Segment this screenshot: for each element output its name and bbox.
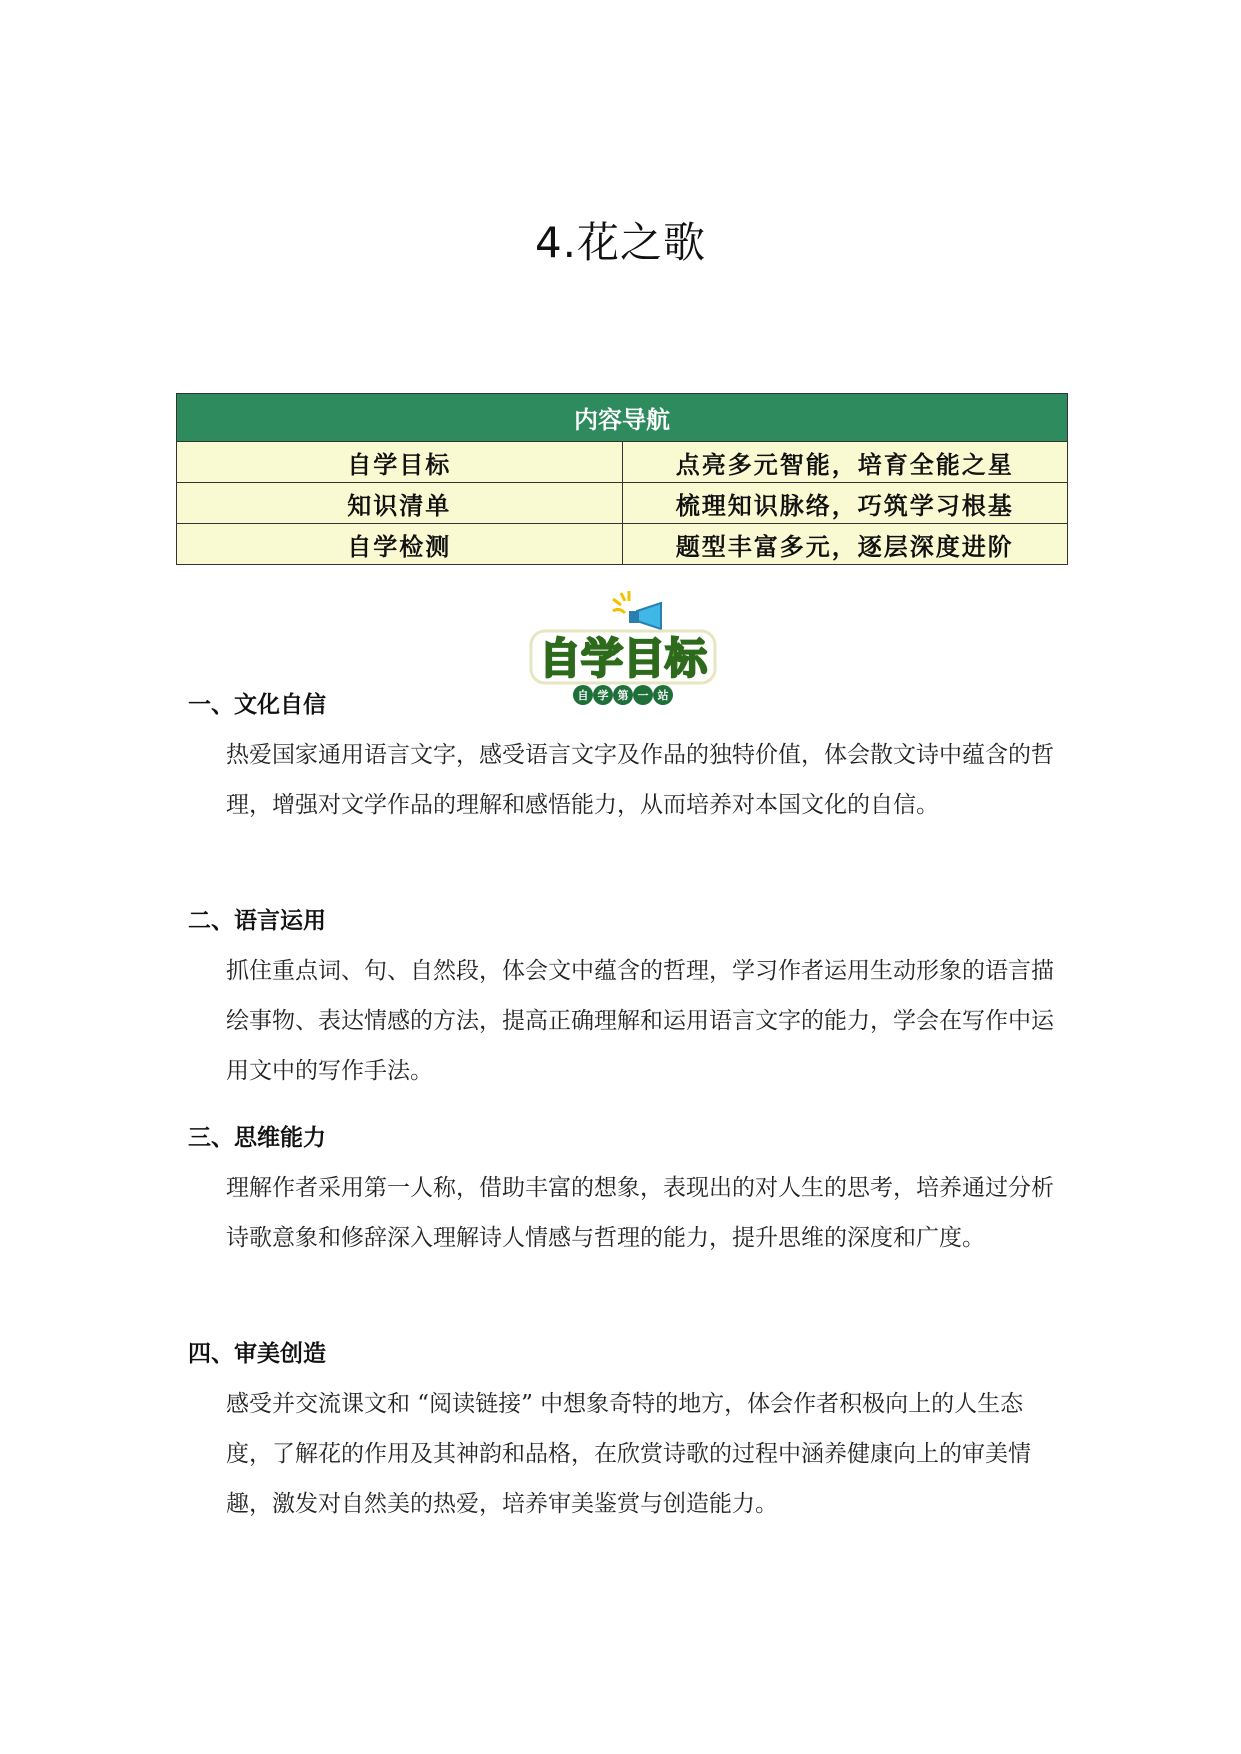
section-heading: 二、语言运用 [188, 908, 326, 934]
table-row [177, 524, 1068, 565]
badge-main-text: 自学目标 [538, 634, 708, 683]
badge-sub-char: 一 [637, 689, 649, 702]
table-row [177, 483, 1068, 524]
nav-row-label: 知识清单 [177, 483, 623, 524]
section-heading: 四、审美创造 [188, 1341, 326, 1367]
badge-sub-char: 第 [617, 689, 629, 702]
section-body: 热爱国家通用语言文字，感受语言文字及作品的独特价值，体会散文诗中蕴含的哲理，增强对文学作品的理解和感悟能力，从而培养对本国文化的自信。 [226, 742, 1054, 818]
self-study-goal-badge [525, 585, 721, 711]
section-body: 理解作者采用第一人称，借助丰富的想象，表现出的对人生的思考，培养通过分析诗歌意象和修辞深入理解诗人情感与哲理的能力，提升思维的深度和广度。 [226, 1175, 1054, 1251]
section-body: 抓住重点词、句、自然段，体会文中蕴含的哲理，学习作者运用生动形象的语言描绘事物、表达情感的方法，提高正确理解和运用语言文字的能力，学会在写作中运用文中的写作手法。 [226, 958, 1054, 1084]
section-heading: 一、文化自信 [188, 692, 326, 718]
megaphone-icon [613, 591, 661, 629]
content-navigation-table [176, 393, 1068, 565]
nav-header: 内容导航 [177, 394, 1068, 442]
badge-sub-char: 自 [577, 689, 589, 702]
nav-row-label: 自学目标 [177, 442, 623, 483]
nav-row-desc: 题型丰富多元，逐层深度进阶 [622, 524, 1068, 565]
badge-sub-char: 站 [657, 689, 669, 702]
nav-row-desc: 点亮多元智能，培育全能之星 [622, 442, 1068, 483]
badge-sub-char: 学 [597, 689, 609, 702]
nav-row-desc: 梳理知识脉络，巧筑学习根基 [622, 483, 1068, 524]
section-heading: 三、思维能力 [188, 1125, 326, 1151]
table-row [177, 442, 1068, 483]
section-body: 感受并交流课文和 “阅读链接” 中想象奇特的地方，体会作者积极向上的人生态度，了解花的作用及其神韵和品格，在欣赏诗歌的过程中涵养健康向上的审美情趣，激发对自然美的热爱，培养审美鉴赏与创造能力。 [226, 1391, 1031, 1517]
nav-row-label: 自学检测 [177, 524, 623, 565]
page-title: 4.花之歌 [534, 218, 707, 267]
